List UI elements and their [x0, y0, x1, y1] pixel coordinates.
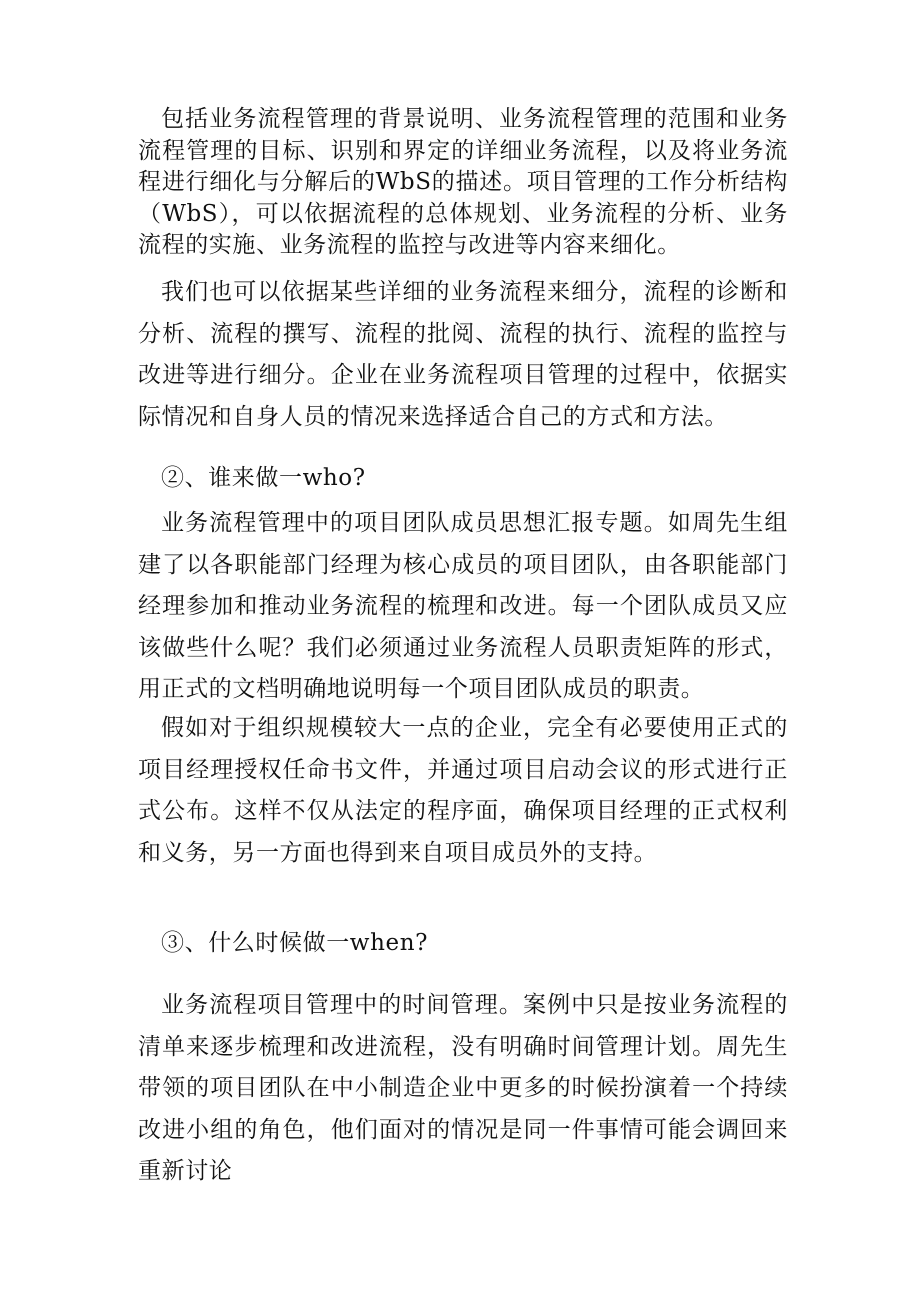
section-heading-who: ②、谁来做一who?: [161, 465, 366, 491]
paragraph-time-management: 业务流程项目管理中的时间管理。案例中只是按业务流程的清单来逐步梳理和改进流程，没有明确时间管理计划。周先生带领的项目团队在中小制造企业中更多的时候扮演着一个持续改进小组的角色，他们面对的情况是同一件事情可能会调回来重新讨论: [138, 992, 788, 1184]
section-heading-when: ③、什么时候做一when?: [161, 930, 429, 956]
paragraph-detailed-process: 我们也可以依据某些详细的业务流程来细分，流程的诊断和分析、流程的撰写、流程的批阅、流程的执行、流程的监控与改进等进行细分。企业在业务流程项目管理的过程中，依据实际情况和自身人员的情况来选择适合自己的方式和方法。: [138, 279, 788, 430]
paragraph-wbs-description: 包括业务流程管理的背景说明、业务流程管理的范围和业务流程管理的目标、识别和界定的详细业务流程，以及将业务流程进行细化与分解后的WbS的描述。项目管理的工作分析结构（WbS），可以依据流程的总体规划、业务流程的分析、业务流程的实施、业务流程的监控与改进等内容来细化。: [138, 106, 788, 258]
paragraph-project-team: 业务流程管理中的项目团队成员思想汇报专题。如周先生组建了以各职能部门经理为核心成员的项目团队，由各职能部门经理参加和推动业务流程的梳理和改进。每一个团队成员又应该做些什么呢？我们必须通过业务流程人员职责矩阵的形式，用正式的文档明确地说明每一个项目团队成员的职责。: [138, 510, 788, 702]
paragraph-project-manager-authorization: 假如对于组织规模较大一点的企业，完全有必要使用正式的项目经理授权任命书文件，并通过项目启动会议的形式进行正式公布。这样不仅从法定的程序面，确保项目经理的正式权利和义务，另一方面也得到来自项目成员外的支持。: [138, 715, 788, 866]
